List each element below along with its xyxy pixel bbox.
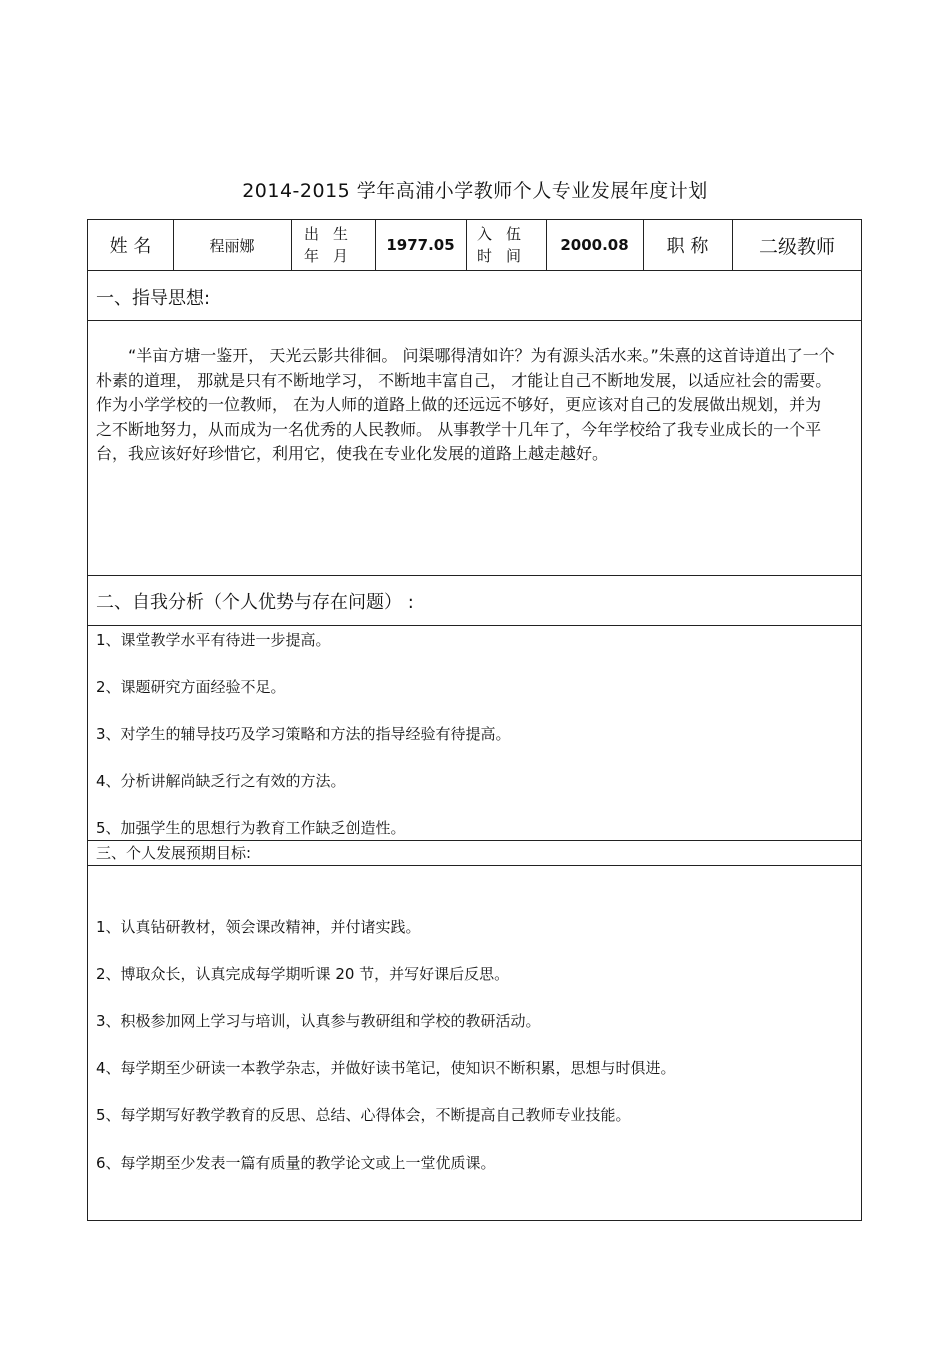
birth-label-line2: 年月 [303, 247, 362, 265]
section3-item: 1、认真钻研教材，领会课改精神，并付诸实践。 [96, 918, 421, 936]
join-value: 2000.08 [560, 236, 629, 254]
join-label-line1: 入伍 [476, 225, 535, 243]
birth-label-line1: 出生 [303, 225, 362, 243]
birth-label [291, 220, 375, 270]
section2-heading: 二、自我分析（个人优势与存在问题） : [96, 592, 414, 613]
section3-item: 6、每学期至少发表一篇有质量的教学论文或上一堂优质课。 [96, 1154, 496, 1172]
section2-item: 2、课题研究方面经验不足。 [96, 678, 286, 696]
section2-item: 4、分析讲解尚缺乏行之有效的方法。 [96, 772, 346, 790]
section3-item: 3、积极参加网上学习与培训，认真参与教研组和学校的教研活动。 [96, 1012, 541, 1030]
document-title: 2014-2015 学年高浦小学教师个人专业发展年度计划 [242, 180, 708, 202]
section3-item: 5、每学期写好教学教育的反思、总结、心得体会，不断提高自己教师专业技能。 [96, 1106, 631, 1124]
name-label: 姓 名 [109, 236, 152, 257]
section1-heading: 一、指导思想: [96, 288, 211, 309]
join-label-line2: 时间 [476, 247, 535, 265]
section2-item: 5、加强学生的思想行为教育工作缺乏创造性。 [96, 819, 406, 837]
section3-item: 4、每学期至少研读一本教学杂志，并做好读书笔记，使知识不断积累，思想与时俱进。 [96, 1059, 676, 1077]
section2-item: 1、课堂教学水平有待进一步提高。 [96, 631, 331, 649]
rank-label: 职 称 [666, 236, 709, 257]
birth-value: 1977.05 [386, 236, 455, 254]
section3-item: 2、博取众长，认真完成每学期听课 20 节，并写好课后反思。 [96, 965, 510, 983]
join-label [466, 220, 546, 270]
section1-paragraph: “半亩方塘一鉴开， 天光云影共徘徊。 问渠哪得清如许？为有源头活水来。”朱熹的这首诗道出了一个朴素的道理， 那就是只有不断地学习， 不断地丰富自己， 才能让自己不断地发展，以适应社会的需要。 作为小学学校的一位教师， 在为人师的道路上做的还远远不够好，更应该对自己的发展做出规划，并为之不断地努力，从而成为一名优秀的人民教师。 从事教学十几年了，今年学校给了我专业成长的一个平台，我应该好好珍惜它，利用它，使我在专业化发展的道路上越走越好。 [96, 346, 835, 463]
section3-heading: 三、个人发展预期目标: [96, 844, 252, 862]
name-value: 程丽娜 [209, 236, 255, 255]
plan-table [87, 219, 862, 1221]
rank-value: 二级教师 [758, 235, 835, 258]
section2-item: 3、对学生的辅导技巧及学习策略和方法的指导经验有待提高。 [96, 725, 511, 743]
